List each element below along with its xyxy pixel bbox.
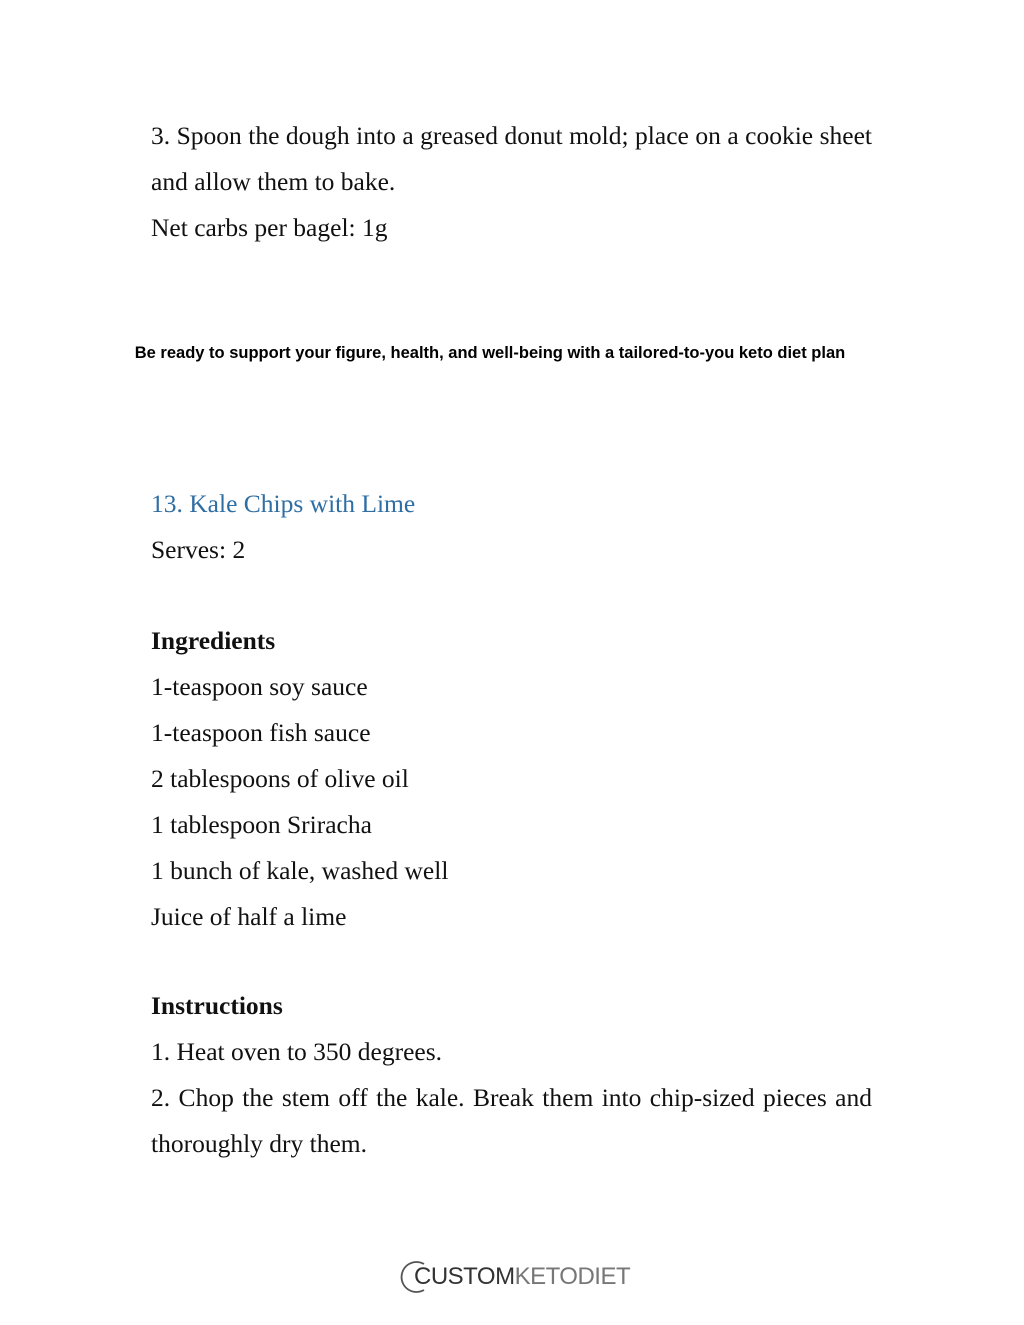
- ingredient-item: Juice of half a lime: [151, 902, 347, 931]
- recipe-serves: Serves: 2: [151, 535, 246, 564]
- ingredients-list: [151, 664, 872, 940]
- previous-recipe-continuation: [151, 113, 872, 251]
- instruction-step-3: 3. Spoon the dough into a greased donut mold; place on a cookie sheet and allow them to bake.: [151, 121, 872, 196]
- instruction-step-1: 1. Heat oven to 350 degrees.: [151, 1037, 443, 1066]
- instruction-step-2: 2. Chop the stem off the kale. Break them into chip-sized pieces and thoroughly dry them.: [151, 1083, 872, 1158]
- instructions-heading: Instructions: [151, 991, 283, 1020]
- recipe-section: [151, 481, 872, 573]
- ingredient-item: 1-teaspoon soy sauce: [151, 672, 368, 701]
- ingredient-item: 2 tablespoons of olive oil: [151, 764, 409, 793]
- net-carbs-note: Net carbs per bagel: 1g: [151, 213, 388, 242]
- promo-banner-text[interactable]: Be ready to support your figure, health, and well-being with a tailored-to-you keto diet plan: [134, 344, 846, 362]
- ingredient-item: 1-teaspoon fish sauce: [151, 718, 371, 747]
- logo-text-custom: CUSTOM: [414, 1263, 515, 1290]
- ingredients-heading: Ingredients: [151, 626, 276, 655]
- logo-text-ketodiet: KETODIET: [514, 1263, 631, 1290]
- instructions-section: [151, 983, 872, 1167]
- ingredient-item: 1 bunch of kale, washed well: [151, 856, 449, 885]
- customketodiet-logo: [398, 1256, 638, 1298]
- ingredients-section: [151, 618, 872, 940]
- recipe-title: 13. Kale Chips with Lime: [151, 489, 416, 518]
- ingredient-item: 1 tablespoon Sriracha: [151, 810, 372, 839]
